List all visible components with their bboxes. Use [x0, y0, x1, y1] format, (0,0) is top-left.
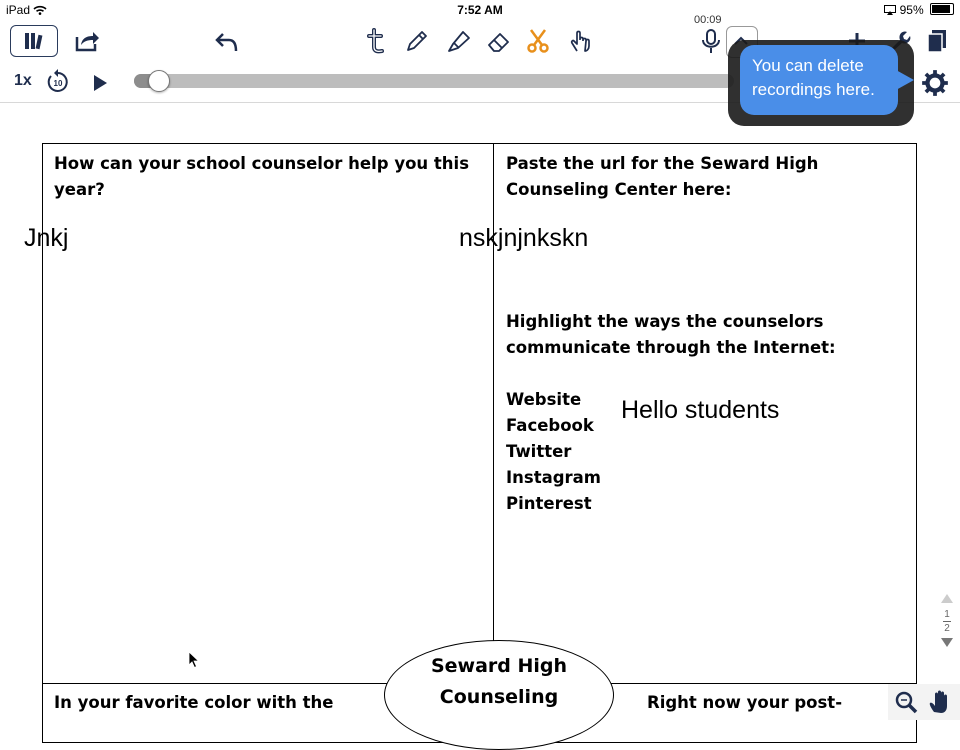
- library-button[interactable]: [10, 25, 58, 57]
- zoom-icon: [892, 688, 920, 716]
- pen-tool-button[interactable]: [400, 26, 434, 56]
- scissors-tool-button[interactable]: [522, 26, 556, 56]
- battery-icon: [930, 3, 954, 15]
- bottom-tools: [888, 684, 960, 720]
- tooltip-line-2: recordings here.: [752, 80, 875, 99]
- question-counselor-help: How can your school counselor help you this year?: [54, 154, 470, 199]
- text-annotation[interactable]: Jnkj: [24, 224, 69, 252]
- microphone-icon: [697, 27, 725, 55]
- text-annotation[interactable]: nskjnjnkskn: [459, 224, 589, 252]
- undo-button[interactable]: [210, 26, 244, 56]
- gear-icon: [920, 68, 950, 98]
- page-indicator: [936, 594, 958, 647]
- pages-button[interactable]: [920, 26, 954, 56]
- undo-icon: [213, 27, 241, 55]
- total-pages: 2: [944, 623, 950, 634]
- page-up-icon[interactable]: [941, 594, 953, 603]
- communication-channel-list: [506, 387, 626, 517]
- pointer-tool-button[interactable]: [564, 26, 598, 56]
- list-item: Website: [506, 390, 582, 409]
- battery-percent: 95%: [899, 3, 924, 17]
- share-button[interactable]: [70, 26, 104, 56]
- question-post-it: Right now your post-: [647, 693, 843, 712]
- center-title: Seward High Counseling: [430, 655, 568, 708]
- text-tool-icon: [363, 27, 391, 55]
- share-icon: [73, 27, 101, 55]
- settings-button[interactable]: [920, 68, 950, 98]
- list-item: Twitter: [506, 442, 572, 461]
- text-annotation[interactable]: Hello students: [621, 396, 780, 424]
- question-favorite-color: In your favorite color with the: [54, 693, 334, 712]
- eraser-tool-button[interactable]: [482, 26, 516, 56]
- highlighter-icon: [445, 27, 473, 55]
- list-item: Pinterest: [506, 494, 592, 513]
- record-button[interactable]: [694, 26, 728, 56]
- hand-icon: [926, 688, 954, 716]
- play-icon: [86, 70, 112, 96]
- device-label: iPad: [6, 3, 47, 17]
- hand-pointer-icon: [567, 27, 595, 55]
- pen-icon: [403, 27, 431, 55]
- question-highlight-ways: Highlight the ways the counselors communicate through the Internet:: [506, 312, 836, 357]
- recording-time: 00:09: [694, 14, 722, 26]
- svg-text:10: 10: [53, 79, 63, 88]
- pan-button[interactable]: [926, 688, 954, 716]
- eraser-icon: [485, 27, 513, 55]
- playback-speed-button[interactable]: 1x: [14, 72, 32, 89]
- tooltip-tail: [896, 70, 914, 90]
- scissors-icon: [525, 27, 553, 55]
- library-icon: [20, 27, 48, 55]
- play-button[interactable]: [86, 70, 112, 96]
- tooltip-line-1: You can delete: [752, 56, 864, 75]
- pages-icon: [923, 27, 951, 55]
- zoom-button[interactable]: [892, 688, 920, 716]
- list-item: Facebook: [506, 416, 594, 435]
- text-tool-button[interactable]: [360, 26, 394, 56]
- playback-scrubber[interactable]: [148, 70, 170, 92]
- battery-status: [884, 3, 954, 17]
- list-item: Instagram: [506, 468, 602, 487]
- playback-track[interactable]: [134, 74, 734, 88]
- airplay-icon: [884, 5, 896, 15]
- mouse-cursor-icon: [188, 651, 200, 669]
- page-down-icon[interactable]: [941, 638, 953, 647]
- question-paste-url: Paste the url for the Seward High Counseling Center here:: [506, 154, 819, 199]
- status-clock: 7:52 AM: [457, 3, 503, 17]
- delete-recordings-tooltip: [740, 45, 898, 115]
- current-page: 1: [944, 609, 950, 620]
- status-bar: [0, 0, 960, 20]
- rewind-10-icon: [44, 68, 72, 96]
- highlighter-tool-button[interactable]: [442, 26, 476, 56]
- rewind-10-button[interactable]: [44, 68, 72, 96]
